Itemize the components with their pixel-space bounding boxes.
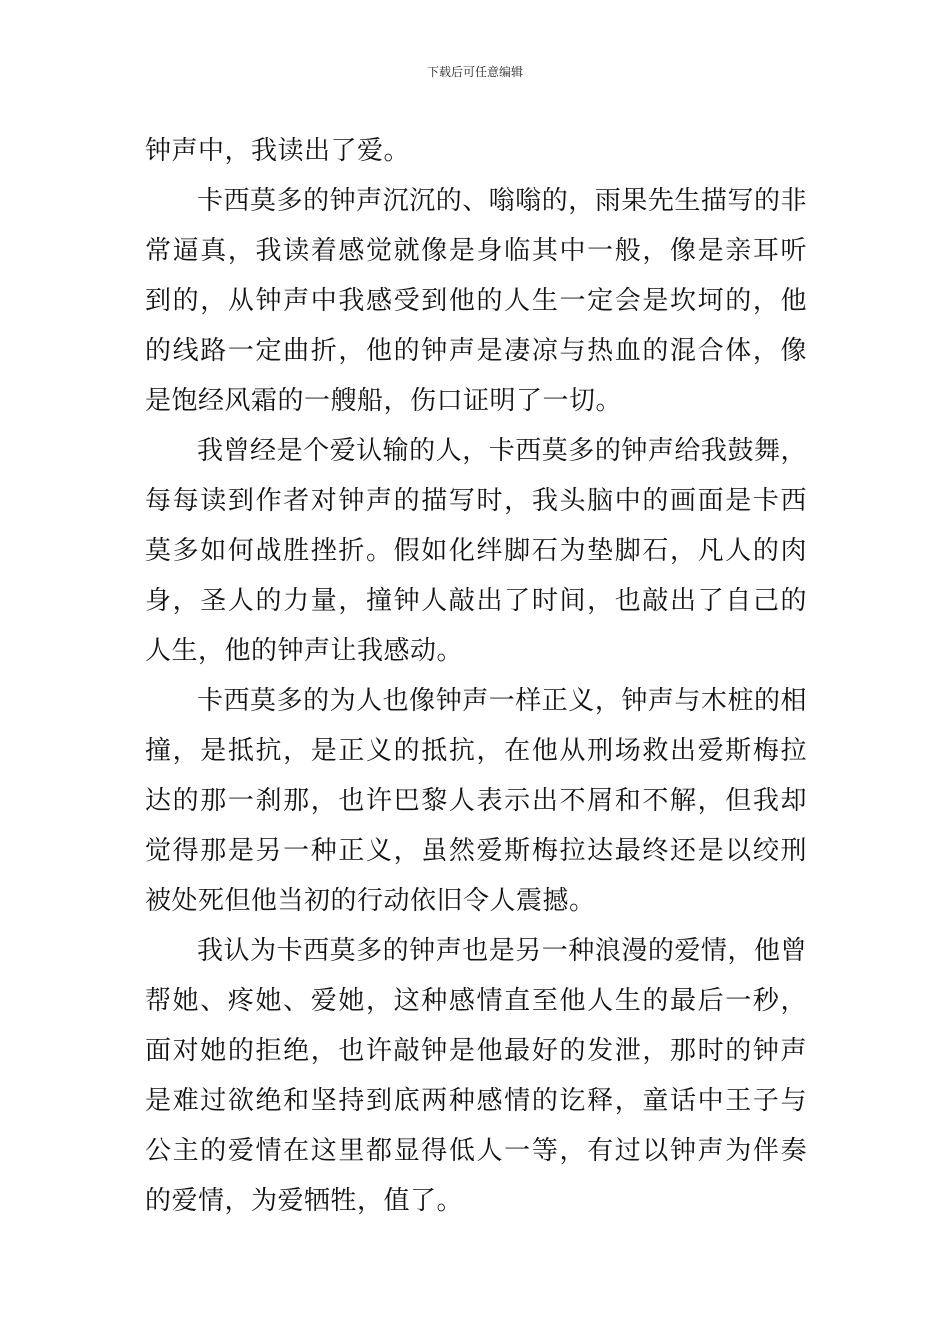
- paragraph-3: 我曾经是个爱认输的人，卡西莫多的钟声给我鼓舞，每每读到作者对钟声的描写时，我头脑中的画面是卡西莫多如何战胜挫折。假如化绊脚石为垫脚石，凡人的肉身，圣人的力量，撞钟人敲出了时间，也敲出了自己的人生，他的钟声让我感动。: [145, 436, 807, 666]
- paragraph-1: 钟声中，我读出了爱。: [145, 136, 411, 166]
- document-body: [145, 126, 807, 1226]
- paragraph-4: 卡西莫多的为人也像钟声一样正义，钟声与木桩的相撞，是抵抗，是正义的抵抗，在他从刑场救出爱斯梅拉达的那一刹那，也许巴黎人表示出不屑和不解，但我却觉得那是另一种正义，虽然爱斯梅拉达最终还是以绞刑被处死但他当初的行动依旧令人震撼。: [145, 686, 807, 916]
- page-header-note: 下载后可任意编辑: [426, 65, 523, 79]
- paragraph-2: 卡西莫多的钟声沉沉的、嗡嗡的，雨果先生描写的非常逼真，我读着感觉就像是身临其中一般，像是亲耳听到的，从钟声中我感受到他的人生一定会是坎坷的，他的线路一定曲折，他的钟声是凄凉与热血的混合体，像是饱经风霜的一艘船，伤口证明了一切。: [145, 186, 807, 416]
- paragraph-5: 我认为卡西莫多的钟声也是另一种浪漫的爱情，他曾帮她、疼她、爱她，这种感情直至他人生的最后一秒，面对她的拒绝，也许敲钟是他最好的发泄，那时的钟声是难过欲绝和坚持到底两种感情的讫释，童话中王子与公主的爱情在这里都显得低人一等，有过以钟声为伴奏的爱情，为爱牺牲，值了。: [145, 936, 807, 1216]
